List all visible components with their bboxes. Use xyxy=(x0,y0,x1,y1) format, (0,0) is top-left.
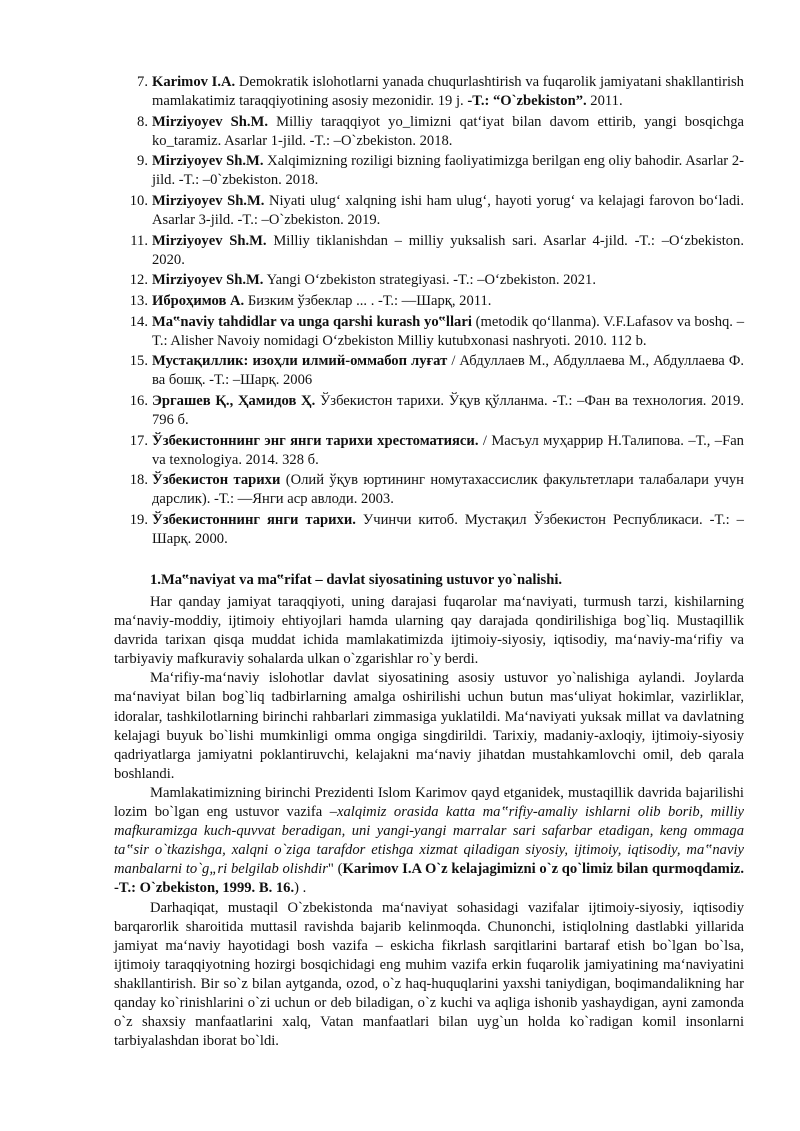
reference-text: Niyati ulug‘ xalqning ishi ham ulug‘, hayoti yorug‘ va kelajagi farovon bo‘ladi. Asarlar 3-jild. -T.: –O`zbekiston. 2019. xyxy=(152,193,744,229)
reference-item xyxy=(114,73,744,111)
reference-number: 12. xyxy=(129,272,148,289)
reference-publisher: -T.: “O`zbekiston”. xyxy=(467,93,587,110)
paragraph-text: " ( xyxy=(327,861,343,878)
paragraph-text: Mamlakatimizning birinchi Prezidenti Islom Karimov qayd etganidek, mustaqillik davrida bajarilishi lozim bo`lgan eng ustuvor vazifa xyxy=(114,784,744,821)
reference-text: Xalqimizning roziligi bizning faoliyatimizga berilgan eng oliy bahodir. Asarlar 2-jild. -T.: –0`zbekiston. 2018. xyxy=(152,153,744,189)
reference-number: 18. xyxy=(129,472,148,489)
reference-number: 16. xyxy=(129,393,148,409)
reference-author: Ўзбекистон тарихи xyxy=(152,472,281,489)
paragraph: Ma‘rifiy-ma‘naviy islohotlar davlat siyosatining asosiy ustuvor yo`nalishiga aylandi. Joylarda ma‘naviyat bilan bog`liq tadbirlarning amalga oshirilishi uchun butun mas‘uliyat hokimlar, vazirliklar, idoralar, tashkilotlarning birinchi rahbarlari zimmasiga yuklatildi. Ma‘naviyati yuksak millat va davlatning kelajagi buyuk bo`lishi mumkinligi omma ongiga singdirildi. Tarixiy, madaniy-axloqiy, ijtimoiy-siyosiy qadriyatlarga jamiyatni poklantiruvchi, kelajakni ma‘naviy jihatdan mustahkamlovchi omil, deb qarala boshlandi. xyxy=(114,670,744,782)
reference-text: Milliy tiklanishdan – milliy yuksalish sari. Asarlar 4-jild. -T.: –O‘zbekiston. 2020. xyxy=(152,232,744,268)
reference-text: (metodik qo‘llanma). V.F.Lafasov va boshq. –T.: Alisher Navoiy nomidagi O‘zbekiston Milliy kutubxonasi nashryoti. 2010. 112 b. xyxy=(152,313,744,349)
reference-item xyxy=(114,313,744,351)
reference-text: Учинчи китоб. Мустақил Ўзбекистон Республикаси. -Т.: –Шарқ. 2000. xyxy=(152,512,744,548)
reference-number: 17. xyxy=(129,432,148,449)
reference-text: Бизким ўзбеклар ... . -Т.: —Шарқ, 2011. xyxy=(244,293,492,310)
reference-number: 7. xyxy=(137,74,148,90)
reference-item xyxy=(114,292,744,311)
reference-text: Milliy taraqqiyot yo_limizni qat‘iyat bilan davom ettirib, yangi bosqichga ko_taramiz. Asarlar 1-jild. -T.: –O`zbekiston. 2018. xyxy=(152,113,744,149)
reference-item xyxy=(114,352,744,390)
reference-author: Mirziyoyev Sh.M. xyxy=(152,113,268,130)
reference-author: Ma‟naviy tahdidlar va unga qarshi kurash yo‟llari xyxy=(152,313,472,330)
paragraph-text: ) . xyxy=(294,880,307,897)
reference-number: 15. xyxy=(129,353,148,370)
reference-author: Karimov I.A. xyxy=(152,74,236,90)
reference-text: / Абдуллаев М., Абдуллаева М., Абдуллаева Ф. ва бошқ. -Т.: –Шарқ. 2006 xyxy=(152,353,744,389)
reference-number: 8. xyxy=(137,113,148,130)
reference-item xyxy=(114,392,744,430)
reference-item xyxy=(114,232,744,270)
reference-author: Mirziyoyev Sh.M. xyxy=(152,153,264,170)
reference-author: Эргашев Қ., Ҳамидов Ҳ. xyxy=(152,393,316,409)
reference-author: Mirziyoyev Sh.M. xyxy=(152,193,265,210)
reference-author: Mirziyoyev Sh.M. xyxy=(152,232,267,249)
reference-author: Ўзбекистоннинг энг янги тарихи хрестоматияси. xyxy=(152,432,479,449)
reference-number: 13. xyxy=(129,293,148,310)
reference-author: Mirziyoyev Sh.M. xyxy=(152,272,264,289)
reference-number: 9. xyxy=(137,153,148,170)
reference-item xyxy=(114,471,744,509)
reference-year: 2011. xyxy=(586,93,623,110)
reference-number: 11. xyxy=(130,232,148,249)
reference-number: 14. xyxy=(129,313,148,330)
reference-text: (Олий ўқув юртининг номутахассислик факультетлари талабалари учун дарслик). -Т.: —Янги аср авлоди. 2003. xyxy=(152,472,744,508)
citation-text: Karimov I.A O`z kelajagimizni o`z qo`limiz bilan qurmoqdamiz. -T.: O`zbekiston, 1999. B. 16. xyxy=(114,861,744,897)
reference-item xyxy=(114,113,744,151)
reference-author: Ўзбекистоннинг янги тарихи. xyxy=(152,512,356,529)
reference-item xyxy=(114,511,744,549)
paragraph: Darhaqiqat, mustaqil O`zbekistonda ma‘naviyat sohasidagi vazifalar ijtimoiy-siyosiy, iqtisodiy barqarorlik sharoitida muttasil ravishda bajarib kelinmoqda. Chunonchi, istiqlolning dastlabki yillarida jamiyat ma‘naviy hayotidagi bosh vazifa – eskicha fikrlash sarqitlarini bartaraf etish bo`lgan bo`lsa, ijtimoiy taraqqiyotning hozirgi bosqichidagi eng muhim vazifa erkin fuqarolik jamiyatining ma‘naviyatini shakllantirish. Bir so`z bilan aytganda, ozod, o`z haq-huquqlarini yaxshi taniydigan, boqimandalikning har qanday ko`rinishlarini o`zi uchun or deb biladigan, o`z kuchi va aqliga ishonib yashaydigan, ayni zamonda o`z shaxsiy manfaatlarini xalq, Vatan manfaatlari bilan uyg`un holda ko`radigan komil insonlarni tarbiyalashdan iborat bo`ldi. xyxy=(114,899,744,1050)
reference-number: 10. xyxy=(129,193,148,210)
paragraph-quote xyxy=(114,784,744,899)
section-heading: 1.Ma‟naviyat va ma‟rifat – davlat siyosatining ustuvor yo`nalishi. xyxy=(150,572,563,588)
reference-list xyxy=(114,73,744,551)
reference-text: Yangi O‘zbekiston strategiyasi. -T.: –O‘zbekiston. 2021. xyxy=(263,272,596,289)
reference-number: 19. xyxy=(129,512,148,529)
reference-text: / Масъул муҳаррир Н.Талипова. –Т., –Fan va texnologiya. 2014. 328 б. xyxy=(152,432,744,468)
reference-item xyxy=(114,152,744,190)
reference-item xyxy=(114,271,744,290)
section-body xyxy=(114,571,744,1051)
reference-author: Мустақиллик: изоҳли илмий-оммабоп луғат xyxy=(152,353,448,370)
reference-text: Ўзбекистон тарихи. Ўқув қўлланма. -Т.: –Фан ва технология. 2019. 796 б. xyxy=(152,393,745,429)
reference-author: Иброҳимов А. xyxy=(152,293,245,310)
reference-text: Demokratik islohotlarni yanada chuqurlashtirish va fuqarolik jamiyatani shakllantirish mamlakatimiz taraqqiyotining asosiy mezonidir. 19 j. xyxy=(152,74,744,110)
paragraph: Har qanday jamiyat taraqqiyoti, uning darajasi fuqarolar ma‘naviyati, turmush tarzi, kishilarning ma‘naviy-moddiy, ijtimoiy ehtiyojlari hamda ularning qay darajada qondirilishiga bog`liq. Mustaqillik davrida tarixan qisqa muddat ichida mamlakatimizda ijtimoiy-siyosiy, iqtisodiy, ma‘naviy-ma‘rifiy va tarbiyaviy mafkuraviy sohalarda ulkan o`zgarishlar ro`y berdi. xyxy=(114,594,744,668)
reference-item xyxy=(114,432,744,470)
quoted-text: –xalqimiz orasida katta ma‟rifiy-amaliy ishlarni olib borib, milliy mafkuramizga kuch-quvvat beradigan, uni yangi-yangi marralar sari safarbar etadigan, keng ommaga ta‟sir o`tkazishga, xalqni o`ziga tarafdor etishga xizmat qiladigan siyosiy, ijtimoiy, iqtisodiy, ma‟naviy manbalarni to`g„ri belgilab olishdir xyxy=(114,804,745,878)
reference-item xyxy=(114,192,744,230)
